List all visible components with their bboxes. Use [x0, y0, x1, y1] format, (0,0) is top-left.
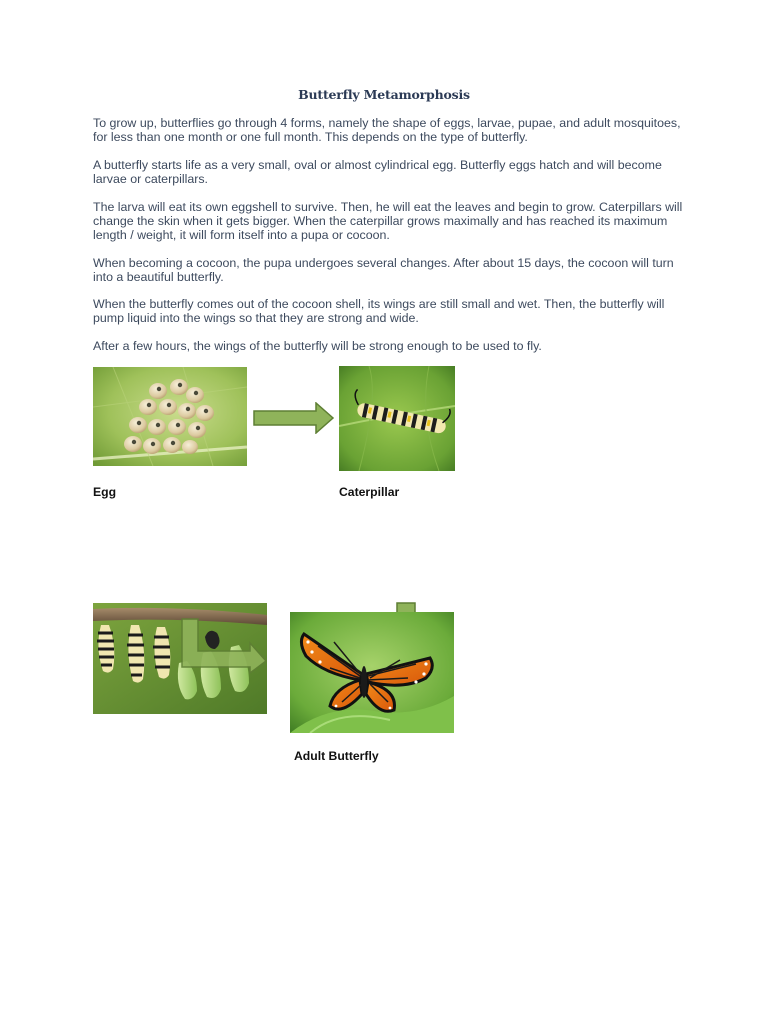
paragraph-larva: The larva will eat its own eggshell to survive. Then, he will eat the leaves and begin to grow. Caterpillars will change the skin when it gets bigger. When the caterpillar grows maximally and has reached its maximum length / weight, it will form itself into a pupa or cocoon. [93, 200, 683, 242]
egg-photo [93, 367, 247, 466]
paragraph-flight: After a few hours, the wings of the butterfly will be strong enough to be used to fly. [93, 339, 542, 353]
paragraph-intro: To grow up, butterflies go through 4 forms, namely the shape of eggs, larvae, pupae, and adult mosquitoes, for less than one month or one full month. This depends on the type of butterfly. [93, 116, 681, 144]
right-arrow-icon [253, 402, 335, 434]
paragraph-egg: A butterfly starts life as a very small, oval or almost cylindrical egg. Butterfly eggs hatch and will become larvae or caterpillars. [93, 158, 662, 186]
caption-caterpillar: Caterpillar [339, 485, 400, 499]
paragraph-cocoon: When becoming a cocoon, the pupa undergoes several changes. After about 15 days, the cocoon will turn into a beautiful butterfly. [93, 256, 674, 284]
adult-butterfly-photo [290, 612, 454, 733]
caterpillar-photo [339, 366, 455, 471]
caption-adult-butterfly: Adult Butterfly [294, 749, 379, 763]
document-title: Butterfly Metamorphosis [298, 87, 470, 102]
bent-arrow-icon [179, 618, 269, 674]
paragraph-emergence: When the butterfly comes out of the cocoon shell, its wings are still small and wet. Then, the butterfly will pump liquid into the wings so that they are strong and wide. [93, 297, 665, 325]
caption-egg: Egg [93, 485, 117, 499]
